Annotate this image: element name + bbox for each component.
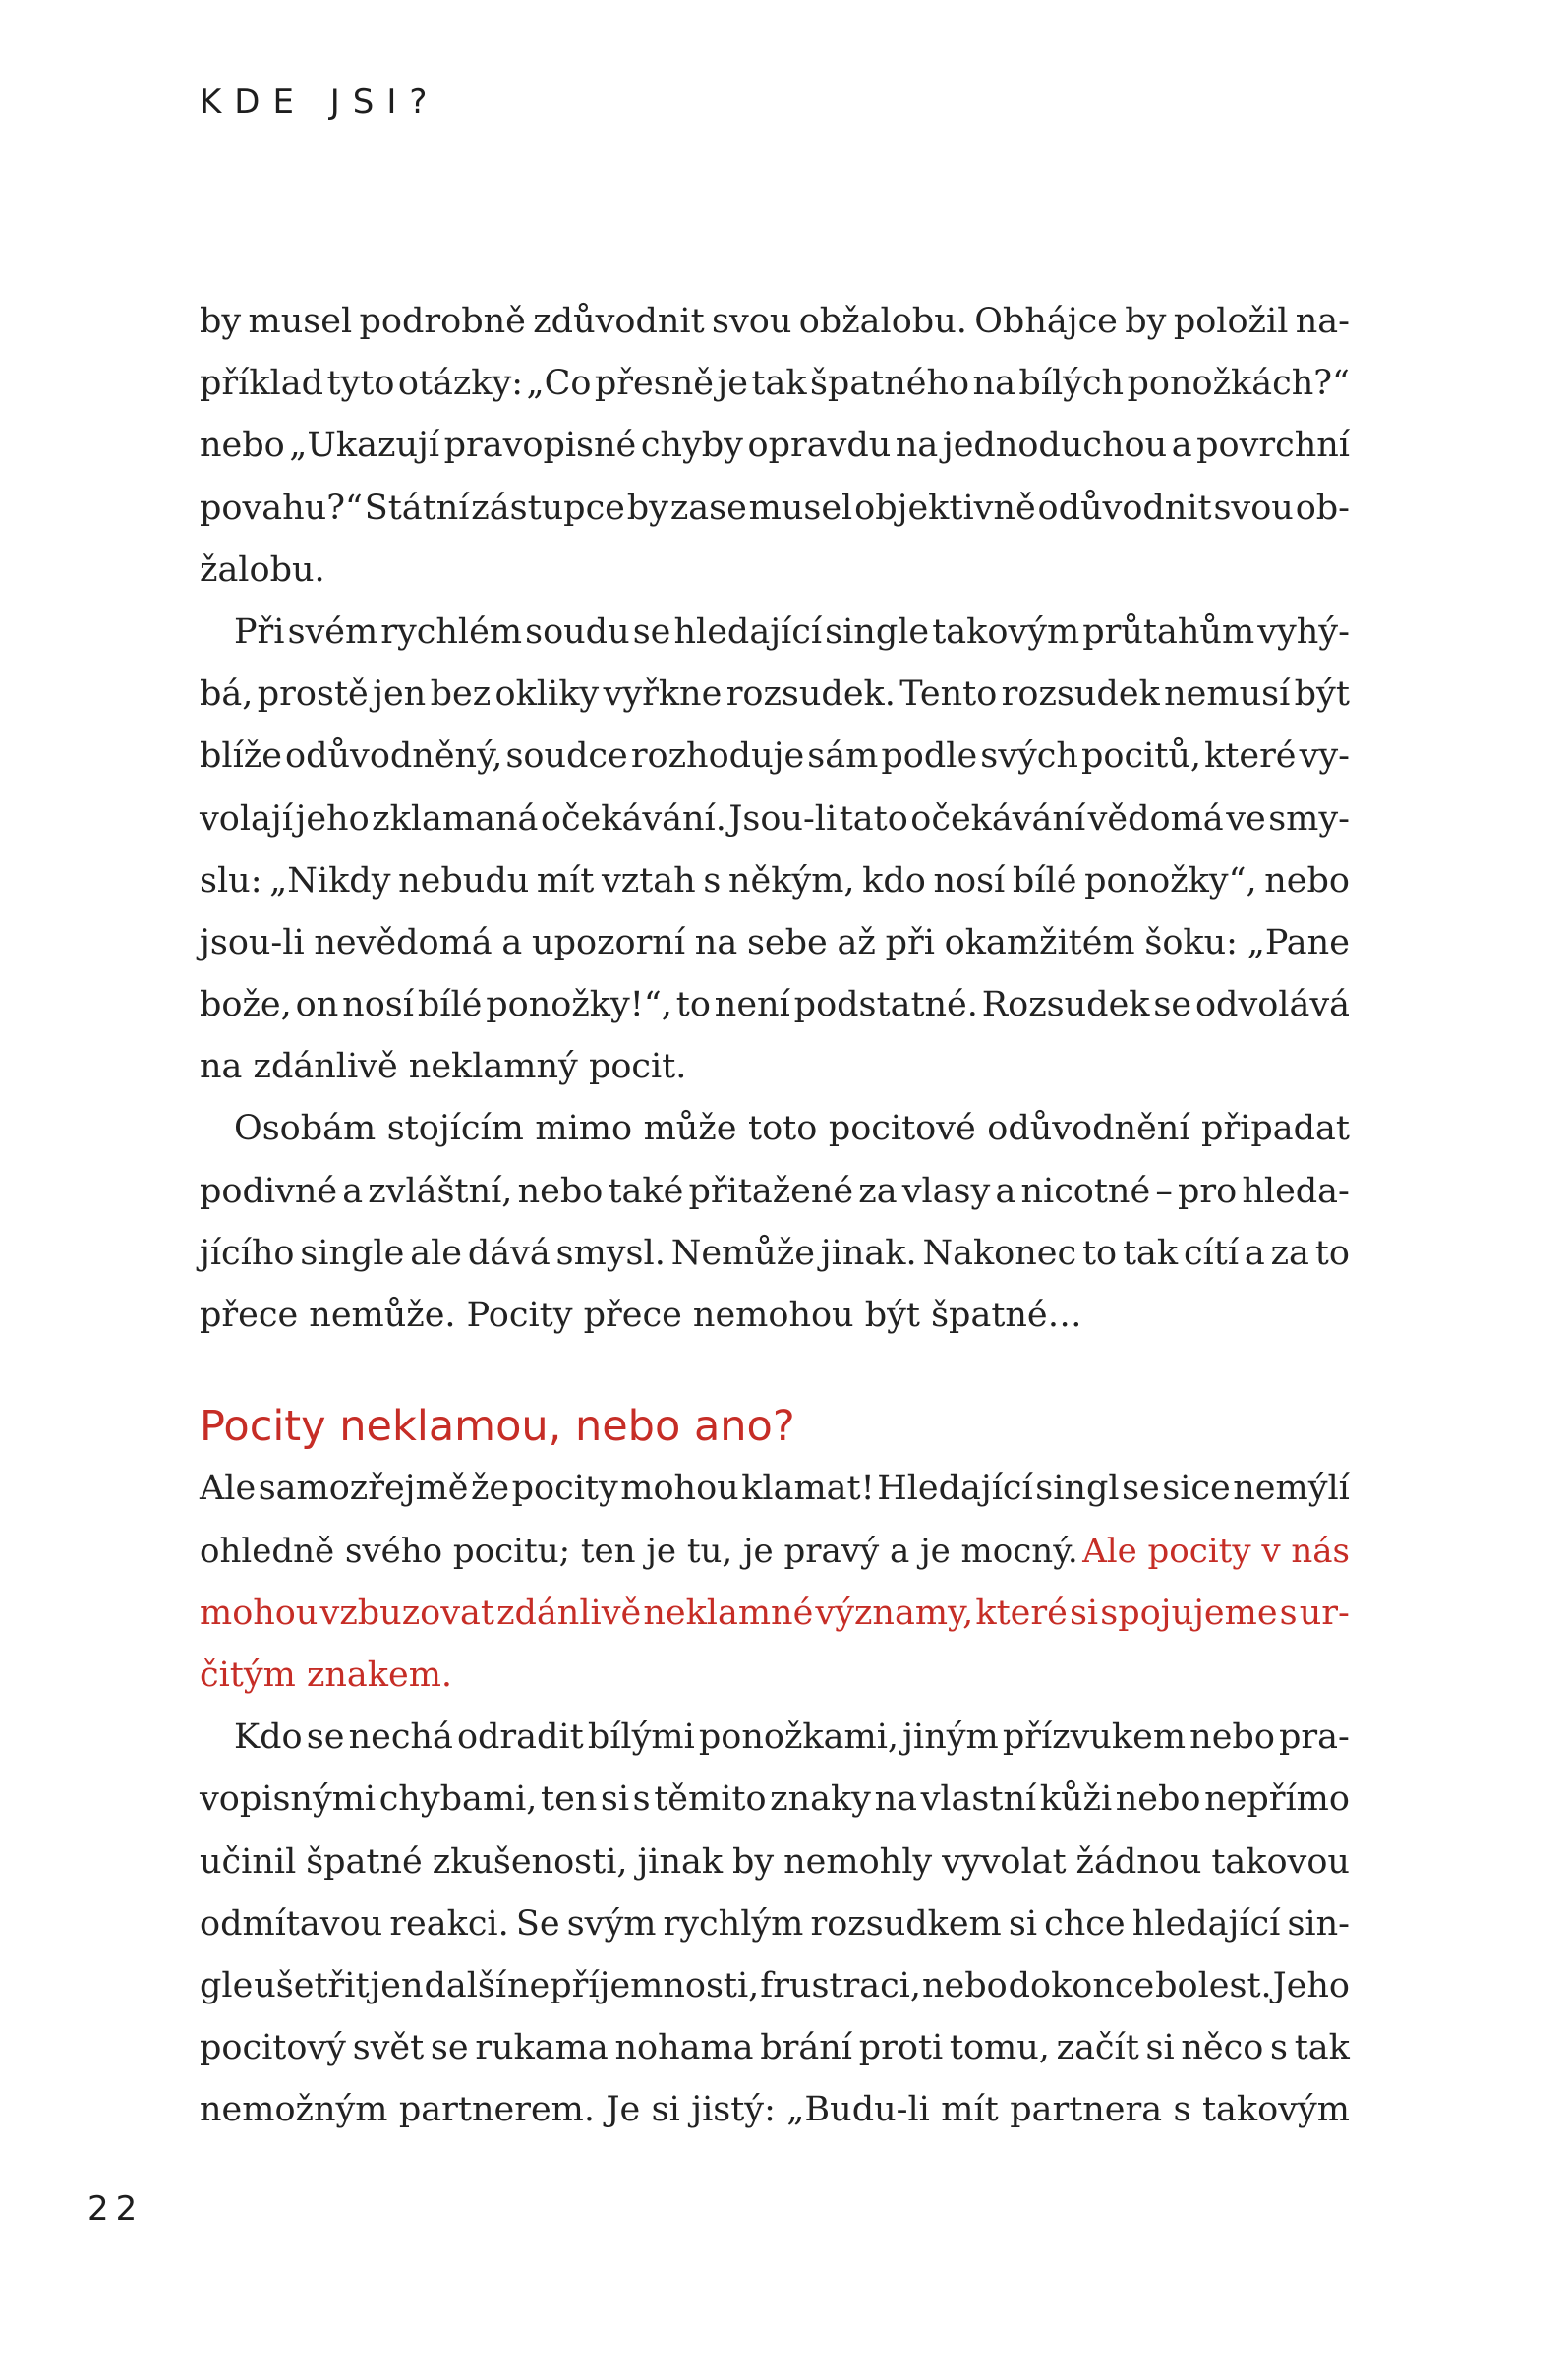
text-line — [200, 726, 1350, 787]
word: odmítavou — [200, 1903, 383, 1944]
word: na — [874, 1779, 917, 1820]
word: zase — [669, 488, 747, 528]
word: připadat — [1201, 1109, 1350, 1149]
word: tyto — [326, 364, 395, 404]
word: neklamné — [643, 1593, 814, 1633]
highlighted-text-line — [200, 1583, 1350, 1645]
text-line — [200, 2017, 1350, 2079]
word: na — [694, 922, 738, 962]
word: bože, — [200, 985, 292, 1025]
paragraph-5 — [200, 1707, 1350, 2141]
word: mít — [536, 860, 595, 900]
word: že — [470, 1469, 510, 1509]
word: svět — [352, 2028, 425, 2068]
word: šoku: — [1144, 922, 1238, 962]
word: vzbuzovat — [319, 1593, 494, 1633]
word: mohou — [200, 1593, 319, 1633]
word: zklamaná — [372, 798, 539, 839]
word: Se — [515, 1903, 560, 1944]
word: singl — [1035, 1469, 1120, 1509]
word: při — [885, 922, 935, 962]
word: pro — [1177, 1171, 1238, 1211]
text-line — [200, 291, 1350, 353]
word: není — [714, 985, 790, 1025]
text-line — [200, 850, 1350, 912]
word: nebo — [1264, 860, 1350, 900]
word: Je — [606, 2090, 641, 2130]
word: Hledající — [877, 1469, 1033, 1509]
word: Jeho — [1272, 1965, 1350, 2005]
word: bolest. — [1155, 1965, 1272, 2005]
section-gap — [200, 1347, 1350, 1396]
paragraph-4 — [200, 1458, 1350, 1707]
word: bez — [430, 674, 492, 715]
paragraph-3 — [200, 1098, 1350, 1347]
word: „Nikdy — [269, 860, 391, 900]
word: nebo — [517, 1171, 604, 1211]
word: soudce — [505, 736, 628, 777]
word: žádnou — [1075, 1841, 1202, 1882]
word: očekávání. — [540, 798, 726, 839]
word: s — [1270, 2028, 1289, 2068]
word: ale — [410, 1233, 462, 1273]
word: se — [1122, 1469, 1160, 1509]
word: vyhý- — [1257, 611, 1350, 652]
body-text — [200, 291, 1350, 2141]
word: hleda- — [1242, 1171, 1350, 1211]
text-line — [200, 788, 1350, 850]
word: nebudu — [398, 860, 530, 900]
word: chce — [1044, 1903, 1126, 1944]
word: Nakonec — [922, 1233, 1077, 1273]
word: ponožkami, — [698, 1717, 899, 1758]
word: slu: — [200, 860, 262, 900]
paragraph-1 — [200, 291, 1350, 602]
page-number: 22 — [87, 2189, 145, 2229]
word: pra- — [1279, 1717, 1350, 1758]
text-line — [200, 353, 1350, 415]
word: zkušenosti, — [432, 1841, 628, 1882]
word: za — [858, 1171, 898, 1211]
word: svých — [980, 736, 1078, 777]
word: to — [1314, 1233, 1350, 1273]
word: svém — [287, 611, 378, 652]
word: vyřkne — [603, 674, 723, 715]
word: opravdu — [747, 426, 892, 466]
text-segment: ohledně svého pocitu; ten je tu, je pravý a je mocný. — [200, 1531, 1078, 1571]
word: a — [342, 1171, 364, 1211]
word: stojícím — [386, 1109, 524, 1149]
word: „Pane — [1247, 922, 1350, 962]
word: nevědomá — [314, 922, 493, 962]
word: by — [732, 1841, 775, 1882]
word: takovým — [932, 611, 1080, 652]
word: pravopisné — [443, 426, 637, 466]
word: Kdo — [234, 1717, 303, 1758]
word: bílé — [1012, 860, 1077, 900]
word: se — [430, 2028, 469, 2068]
word: volají — [200, 798, 293, 839]
word: mít — [941, 2090, 999, 2130]
word: nepříjemnosti, — [507, 1965, 760, 2005]
word: špatného — [809, 364, 970, 404]
word: si — [1008, 1903, 1038, 1944]
word: s — [632, 1779, 651, 1820]
word: a — [1171, 426, 1192, 466]
word: musel — [248, 302, 353, 341]
word: – — [1155, 1171, 1173, 1211]
word: rozsudkem — [810, 1903, 1002, 1944]
text-line — [200, 664, 1350, 726]
word: cítí — [1183, 1233, 1240, 1273]
word: blíže — [200, 736, 282, 777]
word: upozorní — [532, 922, 686, 962]
word: nemusí — [1164, 674, 1291, 715]
word: jiným — [902, 1717, 999, 1758]
word: klamat! — [741, 1469, 875, 1509]
word: ponožky!“, — [486, 985, 672, 1025]
word: brání — [760, 2028, 852, 2068]
word: ur- — [1299, 1593, 1350, 1633]
word: odvolává — [1194, 985, 1350, 1025]
text-line — [200, 912, 1350, 974]
word: začít — [1056, 2028, 1139, 2068]
word: rozhoduje — [630, 736, 805, 777]
word: Tento — [899, 674, 998, 715]
text-line — [200, 974, 1350, 1036]
word: pocity — [511, 1469, 618, 1509]
word: jícího — [200, 1233, 295, 1273]
word: vlastní — [920, 1779, 1037, 1820]
word: se — [632, 611, 671, 652]
text-line — [200, 1769, 1350, 1830]
word: podstatné. — [793, 985, 978, 1025]
word: si — [1069, 1593, 1099, 1633]
word: přitažené — [688, 1171, 854, 1211]
text-line — [200, 1098, 1350, 1160]
word: nechá — [348, 1717, 453, 1758]
word: učinil — [200, 1841, 297, 1882]
word: odůvodnění — [987, 1109, 1190, 1149]
word: znaky — [770, 1779, 871, 1820]
word: Nemůže — [670, 1233, 815, 1273]
word: proti — [858, 2028, 944, 2068]
text-line — [200, 602, 1350, 664]
word: pocitové — [828, 1109, 976, 1149]
word: hledající — [673, 611, 823, 652]
text-line — [200, 415, 1350, 477]
word: nosí — [933, 860, 1006, 900]
word: ponožky“, — [1084, 860, 1257, 900]
word: a — [995, 1171, 1016, 1211]
word: nemohly — [783, 1841, 933, 1882]
word: „Budu-li — [786, 2090, 930, 2130]
text-line-mixed — [200, 1521, 1350, 1583]
word: si — [651, 2090, 680, 2130]
word: na — [895, 426, 939, 466]
word: okamžitém — [944, 922, 1135, 962]
word: zdůvodnit — [533, 302, 705, 341]
word: pocitů, — [1080, 736, 1201, 777]
word: dokonce — [1008, 1965, 1155, 2005]
word: s — [1173, 2090, 1191, 2130]
word: podle — [881, 736, 978, 777]
word: významy, — [815, 1593, 974, 1633]
word: těmito — [654, 1779, 767, 1820]
word: další — [424, 1965, 507, 2005]
word: být — [1294, 674, 1350, 715]
word: „Ukazují — [289, 426, 440, 466]
word: chyby — [640, 426, 743, 466]
word: takovou — [1211, 1841, 1350, 1882]
word: bílými — [587, 1717, 695, 1758]
word: jednoduchou — [942, 426, 1168, 466]
word: nosí — [342, 985, 414, 1025]
word: by — [200, 302, 242, 341]
word: přesně — [594, 364, 714, 404]
word: mimo — [535, 1109, 633, 1149]
word: jeho — [295, 798, 370, 839]
word: to — [675, 985, 711, 1025]
word: které — [975, 1593, 1068, 1633]
word: na — [972, 364, 1015, 404]
word: tato — [839, 798, 908, 839]
word: obžalobu. — [798, 302, 967, 341]
text-line — [200, 1458, 1350, 1520]
text-line — [200, 1831, 1350, 1893]
text-line — [200, 2079, 1350, 2141]
paragraph-2 — [200, 602, 1350, 1099]
word: nicotné — [1020, 1171, 1151, 1211]
word: rozsudek — [1001, 674, 1160, 715]
word: hledající — [1131, 1903, 1281, 1944]
word: partnera — [1010, 2090, 1163, 2130]
word: povahu?“ — [200, 488, 363, 528]
word: by — [1125, 302, 1167, 341]
word: ponožkách?“ — [1127, 364, 1350, 404]
word: jen — [373, 674, 427, 715]
word: objektivně — [854, 488, 1036, 528]
word: Při — [234, 611, 285, 652]
word: frustraci, — [760, 1965, 922, 2005]
word: nemožným — [200, 2090, 388, 2130]
word: soudu — [525, 611, 630, 652]
word: smy- — [1268, 798, 1350, 839]
word: vopisnými — [200, 1779, 377, 1820]
word: reakci. — [389, 1903, 509, 1944]
word: by — [626, 488, 668, 528]
word: spojujeme — [1100, 1593, 1278, 1633]
word: nebo — [921, 1965, 1008, 2005]
word: okliky — [494, 674, 600, 715]
word: špatné — [306, 1841, 423, 1882]
word: průtahům — [1082, 611, 1255, 652]
text-line — [200, 478, 1350, 540]
word: sice — [1162, 1469, 1231, 1509]
section-heading: Pocity neklamou, nebo ano? — [200, 1402, 795, 1452]
word: si — [600, 1779, 630, 1820]
word: ve — [1226, 798, 1266, 839]
word: přízvukem — [1002, 1717, 1187, 1758]
word: položil — [1173, 302, 1289, 341]
word: s — [703, 860, 722, 900]
word: svým — [566, 1903, 657, 1944]
word: Obhájce — [974, 302, 1118, 341]
word: svou — [712, 302, 792, 341]
word: nebo — [200, 426, 285, 466]
word: Osobám — [234, 1109, 377, 1149]
text-line: na zdánlivě neklamný pocit. — [200, 1047, 687, 1087]
word: které — [1204, 736, 1297, 777]
word: za — [1270, 1233, 1309, 1273]
text-line — [200, 1223, 1350, 1285]
word: tomu, — [949, 2028, 1050, 2068]
word: na- — [1295, 302, 1350, 341]
word: ten — [541, 1779, 598, 1820]
word: bá, — [200, 674, 254, 715]
word: dává — [467, 1233, 551, 1273]
word: vy- — [1299, 736, 1350, 777]
word: něco — [1181, 2028, 1264, 2068]
word: pocitový — [200, 2028, 346, 2068]
word: on — [295, 985, 339, 1025]
word: mohou — [620, 1469, 739, 1509]
text-line — [200, 1161, 1350, 1223]
word: kůži — [1039, 1779, 1113, 1820]
word: s — [1279, 1593, 1298, 1633]
word: podivné — [200, 1171, 338, 1211]
word: zdánlivě — [496, 1593, 642, 1633]
word: musel — [748, 488, 853, 528]
word: zvláštní, — [368, 1171, 513, 1211]
word: a — [501, 922, 523, 962]
text-line — [200, 1893, 1350, 1955]
text-line: žalobu. — [200, 550, 325, 590]
word: je — [717, 364, 748, 404]
word: single — [300, 1233, 405, 1273]
word: „Co — [526, 364, 592, 404]
word: jinak. — [820, 1233, 917, 1273]
text-line — [200, 1707, 1350, 1769]
word: rychlém — [380, 611, 523, 652]
word: se — [1153, 985, 1192, 1025]
word: jen — [370, 1965, 424, 2005]
word: také — [608, 1171, 684, 1211]
word: takovým — [1201, 2090, 1350, 2130]
word: prostě — [257, 674, 369, 715]
word: zástupce — [471, 488, 625, 528]
word: gle — [200, 1965, 254, 2005]
running-head-title: KDE JSI? — [200, 83, 440, 122]
word: a — [1244, 1233, 1265, 1273]
word: až — [837, 922, 876, 962]
word: jsou-li — [200, 922, 305, 962]
word: vztah — [602, 860, 696, 900]
word: samozřejmě — [258, 1469, 469, 1509]
word: odůvodnit — [1037, 488, 1212, 528]
word: odůvodněný, — [285, 736, 503, 777]
word: Ale — [200, 1469, 257, 1509]
highlighted-text-segment: Ale pocity v nás — [1082, 1531, 1350, 1571]
word: si — [1145, 2028, 1175, 2068]
word: Státní — [364, 488, 470, 528]
word: povrchní — [1196, 426, 1350, 466]
highlighted-text-line: čitým znakem. — [200, 1654, 453, 1695]
word: smysl. — [555, 1233, 666, 1273]
word: se — [306, 1717, 345, 1758]
word: podrobně — [359, 302, 526, 341]
word: otázky: — [397, 364, 524, 404]
word: sebe — [746, 922, 828, 962]
word: odradit — [456, 1717, 584, 1758]
word: tak — [751, 364, 807, 404]
text-line: přece nemůže. Pocity přece nemohou být špatné… — [200, 1296, 1082, 1335]
word: sám — [807, 736, 879, 777]
word: nepřímo — [1204, 1779, 1350, 1820]
word: nebo — [1115, 1779, 1201, 1820]
word: bílé — [417, 985, 483, 1025]
word: příklad — [200, 364, 324, 404]
word: Rozsudek — [981, 985, 1150, 1025]
word: svou — [1213, 488, 1294, 528]
word: chybami, — [378, 1779, 538, 1820]
word: tak — [1122, 1233, 1179, 1273]
word: partnerem. — [398, 2090, 595, 2130]
word: bílých — [1018, 364, 1125, 404]
word: ušetřit — [254, 1965, 370, 2005]
word: single — [825, 611, 930, 652]
word: vlasy — [901, 1171, 991, 1211]
word: nohama — [614, 2028, 754, 2068]
word: vyvolat — [942, 1841, 1067, 1882]
word: nemýlí — [1233, 1469, 1350, 1509]
word: někým, — [727, 860, 855, 900]
word: rychlým — [663, 1903, 804, 1944]
word: ob- — [1295, 488, 1350, 528]
word: kdo — [862, 860, 926, 900]
word: může — [643, 1109, 737, 1149]
word: jinak — [637, 1841, 724, 1882]
word: nebo — [1189, 1717, 1275, 1758]
word: sin- — [1287, 1903, 1350, 1944]
word: jistý: — [691, 2090, 776, 2130]
word: Jsou-li — [728, 798, 838, 839]
word: rukama — [475, 2028, 609, 2068]
text-line — [200, 1955, 1350, 2017]
word: rozsudek. — [725, 674, 896, 715]
word: toto — [748, 1109, 818, 1149]
word: tak — [1294, 2028, 1350, 2068]
word: očekávání — [910, 798, 1086, 839]
word: to — [1081, 1233, 1118, 1273]
word: vědomá — [1087, 798, 1224, 839]
